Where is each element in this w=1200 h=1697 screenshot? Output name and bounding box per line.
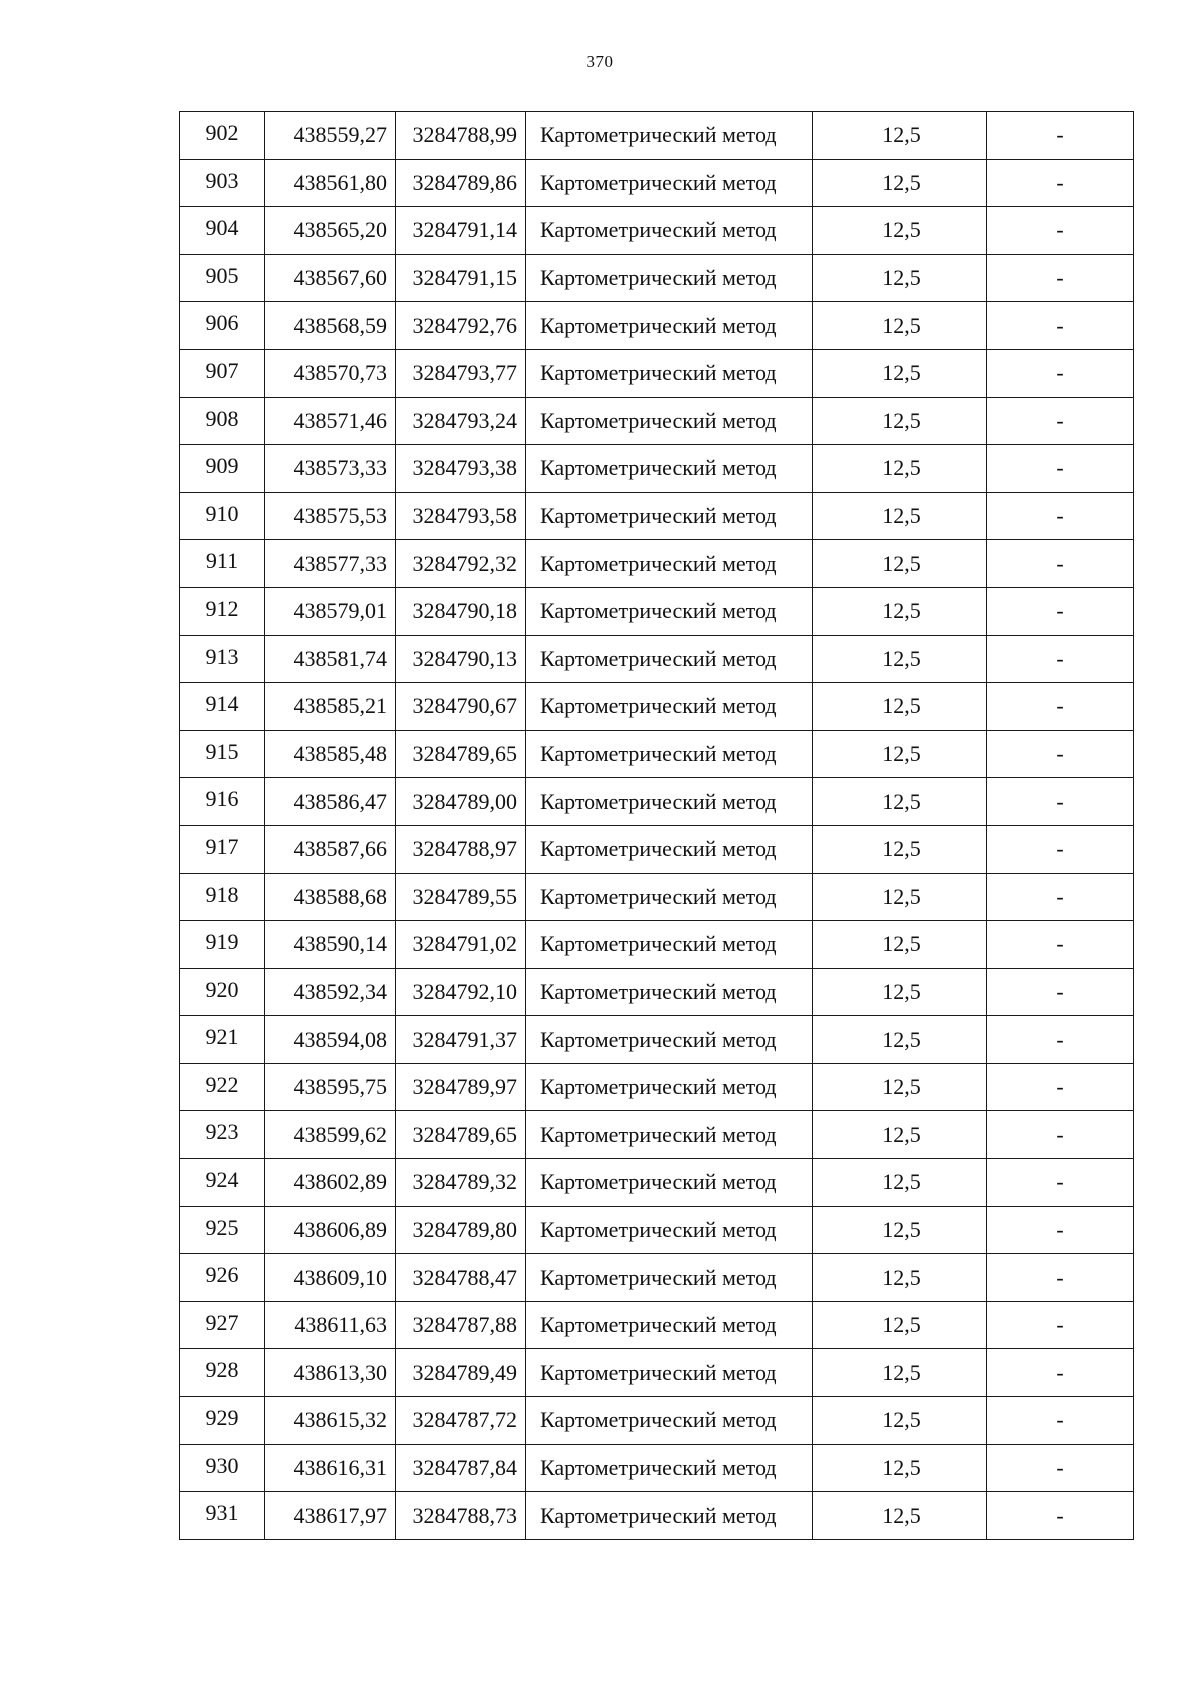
- accuracy-cell: 12,5: [813, 349, 987, 397]
- y-coordinate-cell: 3284789,65: [396, 1111, 526, 1159]
- note-cell: -: [987, 1016, 1134, 1064]
- x-coordinate-cell: 438592,34: [265, 968, 396, 1016]
- accuracy-cell: 12,5: [813, 683, 987, 731]
- accuracy-cell: 12,5: [813, 1206, 987, 1254]
- accuracy-cell: 12,5: [813, 302, 987, 350]
- x-coordinate-cell: 438615,32: [265, 1397, 396, 1445]
- table-body: [180, 112, 1134, 1540]
- accuracy-cell: 12,5: [813, 540, 987, 588]
- method-cell: Картометрический метод: [526, 1301, 813, 1349]
- accuracy-cell: 12,5: [813, 873, 987, 921]
- method-cell: Картометрический метод: [526, 825, 813, 873]
- note-cell: -: [987, 635, 1134, 683]
- y-coordinate-cell: 3284793,58: [396, 492, 526, 540]
- accuracy-cell: 12,5: [813, 254, 987, 302]
- point-number-cell: 924: [180, 1159, 265, 1207]
- table-row: [180, 540, 1134, 588]
- y-coordinate-cell: 3284792,10: [396, 968, 526, 1016]
- method-cell: Картометрический метод: [526, 397, 813, 445]
- point-number-cell: 923: [180, 1111, 265, 1159]
- x-coordinate-cell: 438595,75: [265, 1063, 396, 1111]
- method-cell: Картометрический метод: [526, 1444, 813, 1492]
- y-coordinate-cell: 3284788,47: [396, 1254, 526, 1302]
- x-coordinate-cell: 438581,74: [265, 635, 396, 683]
- table-row: [180, 587, 1134, 635]
- point-number-cell: 931: [180, 1492, 265, 1540]
- accuracy-cell: 12,5: [813, 730, 987, 778]
- y-coordinate-cell: 3284791,15: [396, 254, 526, 302]
- method-cell: Картометрический метод: [526, 587, 813, 635]
- note-cell: -: [987, 587, 1134, 635]
- note-cell: -: [987, 1301, 1134, 1349]
- y-coordinate-cell: 3284789,86: [396, 159, 526, 207]
- point-number-cell: 922: [180, 1063, 265, 1111]
- method-cell: Картометрический метод: [526, 302, 813, 350]
- point-number-cell: 928: [180, 1349, 265, 1397]
- x-coordinate-cell: 438573,33: [265, 445, 396, 493]
- x-coordinate-cell: 438561,80: [265, 159, 396, 207]
- point-number-cell: 913: [180, 635, 265, 683]
- table-row: [180, 730, 1134, 778]
- note-cell: -: [987, 968, 1134, 1016]
- note-cell: -: [987, 540, 1134, 588]
- table-row: [180, 1159, 1134, 1207]
- accuracy-cell: 12,5: [813, 825, 987, 873]
- note-cell: -: [987, 1206, 1134, 1254]
- table-row: [180, 968, 1134, 1016]
- accuracy-cell: 12,5: [813, 1349, 987, 1397]
- method-cell: Картометрический метод: [526, 778, 813, 826]
- method-cell: Картометрический метод: [526, 921, 813, 969]
- x-coordinate-cell: 438565,20: [265, 207, 396, 255]
- accuracy-cell: 12,5: [813, 112, 987, 160]
- point-number-cell: 915: [180, 730, 265, 778]
- point-number-cell: 919: [180, 921, 265, 969]
- table-row: [180, 254, 1134, 302]
- accuracy-cell: 12,5: [813, 1444, 987, 1492]
- method-cell: Картометрический метод: [526, 1111, 813, 1159]
- table-row: [180, 302, 1134, 350]
- table-row: [180, 1206, 1134, 1254]
- page-number: 370: [586, 52, 614, 71]
- note-cell: -: [987, 254, 1134, 302]
- point-number-cell: 909: [180, 445, 265, 493]
- accuracy-cell: 12,5: [813, 159, 987, 207]
- y-coordinate-cell: 3284789,65: [396, 730, 526, 778]
- note-cell: -: [987, 445, 1134, 493]
- note-cell: -: [987, 397, 1134, 445]
- point-number-cell: 905: [180, 254, 265, 302]
- x-coordinate-cell: 438590,14: [265, 921, 396, 969]
- x-coordinate-cell: 438616,31: [265, 1444, 396, 1492]
- x-coordinate-cell: 438586,47: [265, 778, 396, 826]
- x-coordinate-cell: 438585,48: [265, 730, 396, 778]
- table-row: [180, 445, 1134, 493]
- accuracy-cell: 12,5: [813, 1492, 987, 1540]
- note-cell: -: [987, 873, 1134, 921]
- method-cell: Картометрический метод: [526, 1206, 813, 1254]
- y-coordinate-cell: 3284790,18: [396, 587, 526, 635]
- accuracy-cell: 12,5: [813, 921, 987, 969]
- method-cell: Картометрический метод: [526, 1159, 813, 1207]
- x-coordinate-cell: 438613,30: [265, 1349, 396, 1397]
- accuracy-cell: 12,5: [813, 445, 987, 493]
- accuracy-cell: 12,5: [813, 207, 987, 255]
- note-cell: -: [987, 1444, 1134, 1492]
- method-cell: Картометрический метод: [526, 445, 813, 493]
- y-coordinate-cell: 3284789,55: [396, 873, 526, 921]
- x-coordinate-cell: 438577,33: [265, 540, 396, 588]
- coordinates-table: [179, 111, 1134, 1540]
- table-row: [180, 778, 1134, 826]
- table-row: [180, 1444, 1134, 1492]
- method-cell: Картометрический метод: [526, 1492, 813, 1540]
- method-cell: Картометрический метод: [526, 968, 813, 1016]
- y-coordinate-cell: 3284791,02: [396, 921, 526, 969]
- note-cell: -: [987, 730, 1134, 778]
- accuracy-cell: 12,5: [813, 778, 987, 826]
- accuracy-cell: 12,5: [813, 1159, 987, 1207]
- method-cell: Картометрический метод: [526, 873, 813, 921]
- x-coordinate-cell: 438606,89: [265, 1206, 396, 1254]
- point-number-cell: 920: [180, 968, 265, 1016]
- method-cell: Картометрический метод: [526, 635, 813, 683]
- x-coordinate-cell: 438594,08: [265, 1016, 396, 1064]
- point-number-cell: 904: [180, 207, 265, 255]
- note-cell: -: [987, 825, 1134, 873]
- point-number-cell: 926: [180, 1254, 265, 1302]
- point-number-cell: 925: [180, 1206, 265, 1254]
- y-coordinate-cell: 3284787,72: [396, 1397, 526, 1445]
- table-row: [180, 921, 1134, 969]
- accuracy-cell: 12,5: [813, 1063, 987, 1111]
- method-cell: Картометрический метод: [526, 540, 813, 588]
- accuracy-cell: 12,5: [813, 1301, 987, 1349]
- note-cell: -: [987, 921, 1134, 969]
- accuracy-cell: 12,5: [813, 1111, 987, 1159]
- x-coordinate-cell: 438575,53: [265, 492, 396, 540]
- note-cell: -: [987, 683, 1134, 731]
- table-row: [180, 492, 1134, 540]
- y-coordinate-cell: 3284793,38: [396, 445, 526, 493]
- table-row: [180, 1254, 1134, 1302]
- y-coordinate-cell: 3284793,24: [396, 397, 526, 445]
- accuracy-cell: 12,5: [813, 968, 987, 1016]
- table-row: [180, 112, 1134, 160]
- point-number-cell: 906: [180, 302, 265, 350]
- x-coordinate-cell: 438617,97: [265, 1492, 396, 1540]
- x-coordinate-cell: 438587,66: [265, 825, 396, 873]
- y-coordinate-cell: 3284789,97: [396, 1063, 526, 1111]
- x-coordinate-cell: 438579,01: [265, 587, 396, 635]
- method-cell: Картометрический метод: [526, 254, 813, 302]
- method-cell: Картометрический метод: [526, 207, 813, 255]
- y-coordinate-cell: 3284791,37: [396, 1016, 526, 1064]
- accuracy-cell: 12,5: [813, 1016, 987, 1064]
- note-cell: -: [987, 778, 1134, 826]
- method-cell: Картометрический метод: [526, 1063, 813, 1111]
- x-coordinate-cell: 438599,62: [265, 1111, 396, 1159]
- note-cell: -: [987, 1063, 1134, 1111]
- note-cell: -: [987, 1397, 1134, 1445]
- x-coordinate-cell: 438568,59: [265, 302, 396, 350]
- y-coordinate-cell: 3284792,76: [396, 302, 526, 350]
- note-cell: -: [987, 159, 1134, 207]
- x-coordinate-cell: 438609,10: [265, 1254, 396, 1302]
- x-coordinate-cell: 438588,68: [265, 873, 396, 921]
- accuracy-cell: 12,5: [813, 587, 987, 635]
- note-cell: -: [987, 1159, 1134, 1207]
- point-number-cell: 903: [180, 159, 265, 207]
- note-cell: -: [987, 1349, 1134, 1397]
- x-coordinate-cell: 438571,46: [265, 397, 396, 445]
- point-number-cell: 921: [180, 1016, 265, 1064]
- accuracy-cell: 12,5: [813, 635, 987, 683]
- method-cell: Картометрический метод: [526, 159, 813, 207]
- accuracy-cell: 12,5: [813, 397, 987, 445]
- note-cell: -: [987, 112, 1134, 160]
- note-cell: -: [987, 207, 1134, 255]
- y-coordinate-cell: 3284788,99: [396, 112, 526, 160]
- y-coordinate-cell: 3284789,32: [396, 1159, 526, 1207]
- method-cell: Картометрический метод: [526, 1016, 813, 1064]
- point-number-cell: 916: [180, 778, 265, 826]
- x-coordinate-cell: 438602,89: [265, 1159, 396, 1207]
- table-row: [180, 635, 1134, 683]
- y-coordinate-cell: 3284789,00: [396, 778, 526, 826]
- table-row: [180, 1111, 1134, 1159]
- table-row: [180, 207, 1134, 255]
- point-number-cell: 929: [180, 1397, 265, 1445]
- method-cell: Картометрический метод: [526, 112, 813, 160]
- note-cell: -: [987, 349, 1134, 397]
- y-coordinate-cell: 3284792,32: [396, 540, 526, 588]
- x-coordinate-cell: 438559,27: [265, 112, 396, 160]
- y-coordinate-cell: 3284787,88: [396, 1301, 526, 1349]
- table-row: [180, 1492, 1134, 1540]
- accuracy-cell: 12,5: [813, 1254, 987, 1302]
- point-number-cell: 927: [180, 1301, 265, 1349]
- note-cell: -: [987, 1254, 1134, 1302]
- point-number-cell: 918: [180, 873, 265, 921]
- x-coordinate-cell: 438611,63: [265, 1301, 396, 1349]
- point-number-cell: 930: [180, 1444, 265, 1492]
- table-row: [180, 349, 1134, 397]
- note-cell: -: [987, 492, 1134, 540]
- point-number-cell: 908: [180, 397, 265, 445]
- table-row: [180, 1397, 1134, 1445]
- point-number-cell: 910: [180, 492, 265, 540]
- table-row: [180, 873, 1134, 921]
- y-coordinate-cell: 3284789,80: [396, 1206, 526, 1254]
- method-cell: Картометрический метод: [526, 1349, 813, 1397]
- point-number-cell: 912: [180, 587, 265, 635]
- y-coordinate-cell: 3284790,13: [396, 635, 526, 683]
- point-number-cell: 907: [180, 349, 265, 397]
- table-row: [180, 159, 1134, 207]
- point-number-cell: 911: [180, 540, 265, 588]
- accuracy-cell: 12,5: [813, 492, 987, 540]
- method-cell: Картометрический метод: [526, 1254, 813, 1302]
- table-row: [180, 1349, 1134, 1397]
- table-row: [180, 397, 1134, 445]
- table-row: [180, 683, 1134, 731]
- point-number-cell: 914: [180, 683, 265, 731]
- method-cell: Картометрический метод: [526, 1397, 813, 1445]
- method-cell: Картометрический метод: [526, 349, 813, 397]
- note-cell: -: [987, 1492, 1134, 1540]
- y-coordinate-cell: 3284791,14: [396, 207, 526, 255]
- point-number-cell: 902: [180, 112, 265, 160]
- note-cell: -: [987, 1111, 1134, 1159]
- y-coordinate-cell: 3284790,67: [396, 683, 526, 731]
- y-coordinate-cell: 3284787,84: [396, 1444, 526, 1492]
- table-row: [180, 1063, 1134, 1111]
- note-cell: -: [987, 302, 1134, 350]
- y-coordinate-cell: 3284793,77: [396, 349, 526, 397]
- y-coordinate-cell: 3284789,49: [396, 1349, 526, 1397]
- table-row: [180, 1301, 1134, 1349]
- method-cell: Картометрический метод: [526, 730, 813, 778]
- accuracy-cell: 12,5: [813, 1397, 987, 1445]
- x-coordinate-cell: 438570,73: [265, 349, 396, 397]
- method-cell: Картометрический метод: [526, 492, 813, 540]
- x-coordinate-cell: 438567,60: [265, 254, 396, 302]
- y-coordinate-cell: 3284788,73: [396, 1492, 526, 1540]
- y-coordinate-cell: 3284788,97: [396, 825, 526, 873]
- point-number-cell: 917: [180, 825, 265, 873]
- table-row: [180, 825, 1134, 873]
- method-cell: Картометрический метод: [526, 683, 813, 731]
- table-row: [180, 1016, 1134, 1064]
- x-coordinate-cell: 438585,21: [265, 683, 396, 731]
